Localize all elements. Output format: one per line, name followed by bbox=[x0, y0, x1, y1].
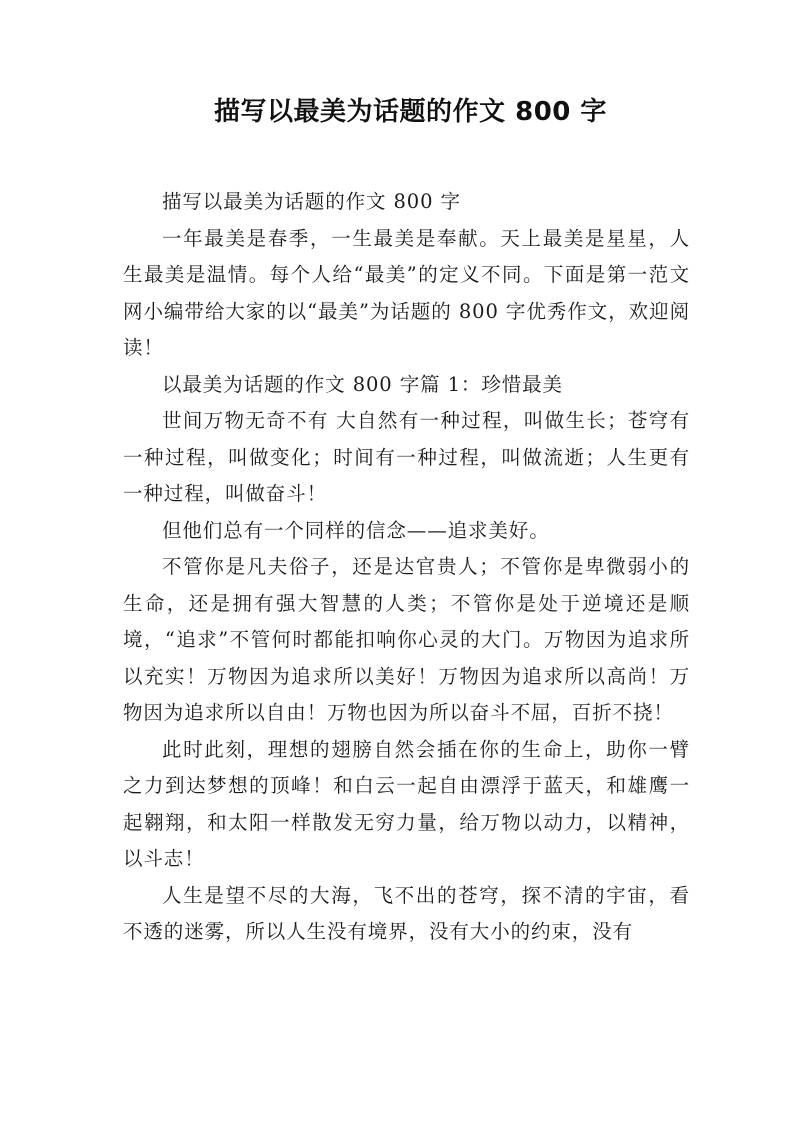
paragraph-5: 但他们总有一个同样的信念——追求美好。 bbox=[162, 518, 550, 542]
paragraph-8: 人生是望不尽的大海，飞不出的苍穹，探不清的宇宙，看不透的迷雾，所以人生没有境界，没有大小的约束，没有 bbox=[123, 883, 690, 943]
document-title: 描写以最美为话题的作文 800 字 bbox=[214, 97, 607, 127]
paragraph-6: 不管你是凡夫俗子，还是达官贵人；不管你是卑微弱小的生命，还是拥有强大智慧的人类；不管你是处于逆境还是顺境，“追求”不管何时都能扣响你心灵的大门。万物因为追求所以充实！万物因为追求所以美好！万物因为追求所以高尚！万物因为追求所以自由！万物也因为所以奋斗不屈，百折不挠！ bbox=[123, 555, 690, 724]
paragraph-1: 描写以最美为话题的作文 800 字 bbox=[162, 190, 461, 213]
paragraph-4: 世间万物无奇不有 大自然有一种过程，叫做生长；苍穹有一种过程，叫做变化；时间有一种过程，叫做流逝；人生更有一种过程，叫做奋斗！ bbox=[123, 409, 690, 505]
paragraph-3: 以最美为话题的作文 800 字篇 1：珍惜最美 bbox=[162, 372, 563, 396]
document-body bbox=[123, 184, 690, 951]
paragraph-7: 此时此刻，理想的翅膀自然会插在你的生命上，助你一臂之力到达梦想的顶峰！和白云一起自由漂浮于蓝天，和雄鹰一起翱翔，和太阳一样散发无穷力量，给万物以动力，以精神，以斗志！ bbox=[123, 737, 690, 870]
paragraph-2: 一年最美是春季，一生最美是奉献。天上最美是星星，人生最美是温情。每个人给“最美”的定义不同。下面是第一范文网小编带给大家的以“最美”为话题的 800 字优秀作文，欢迎阅读！ bbox=[123, 226, 690, 359]
